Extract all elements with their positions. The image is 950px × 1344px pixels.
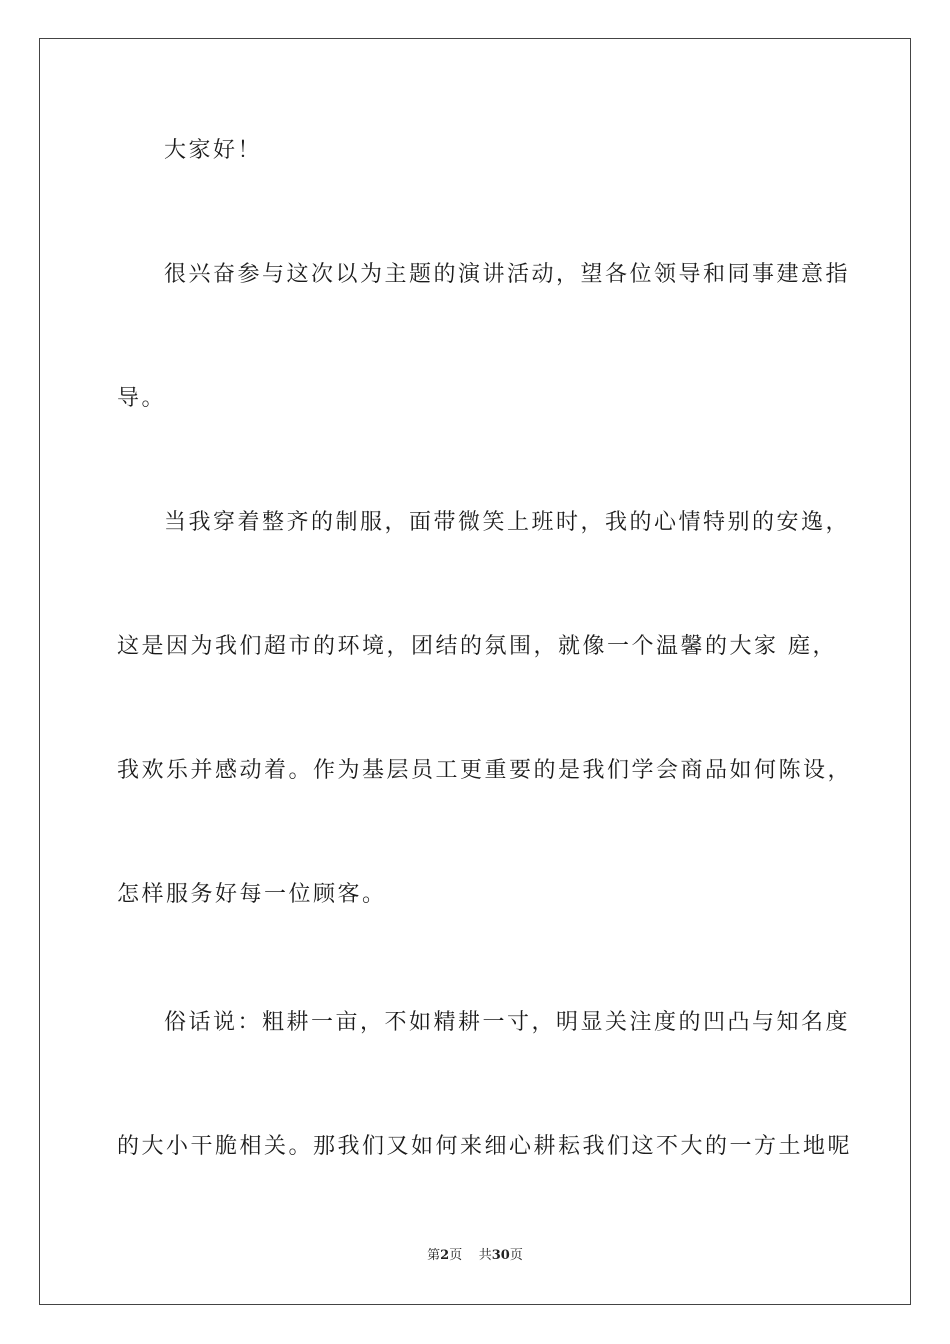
total-pages: 30 <box>491 1248 510 1263</box>
page-footer <box>0 1247 950 1265</box>
page-number: 2 <box>440 1248 450 1263</box>
paragraph-3-line-2: 的大小干脆相关。那我们又如何来细心耕耘我们这不大的一方土地呢 <box>117 1134 853 1159</box>
total-suffix: 页 <box>509 1248 523 1263</box>
paragraph-1-line-1: 很兴奋参与这次以为主题的演讲活动，望各位领导和同事建意指 <box>164 262 851 287</box>
paragraph-2-line-1: 当我穿着整齐的制服，面带微笑上班时，我的心情特别的安逸， <box>164 510 851 535</box>
paragraph-3-line-1: 俗话说：粗耕一亩，不如精耕一寸，明显关注度的凹凸与知名度 <box>164 1010 851 1035</box>
paragraph-1-line-2: 导。 <box>117 386 167 411</box>
paragraph-2-line-2: 这是因为我们超市的环境，团结的氛围，就像一个温馨的大家 庭， <box>117 634 837 659</box>
total-prefix: 共 <box>478 1248 492 1263</box>
greeting-line: 大家好！ <box>164 138 263 163</box>
page-suffix: 页 <box>449 1248 463 1263</box>
page-frame <box>39 38 911 1305</box>
page-prefix: 第 <box>427 1248 441 1263</box>
paragraph-2-line-3: 我欢乐并感动着。作为基层员工更重要的是我们学会商品如何陈设， <box>117 758 853 783</box>
paragraph-2-line-4: 怎样服务好每一位顾客。 <box>117 882 387 907</box>
